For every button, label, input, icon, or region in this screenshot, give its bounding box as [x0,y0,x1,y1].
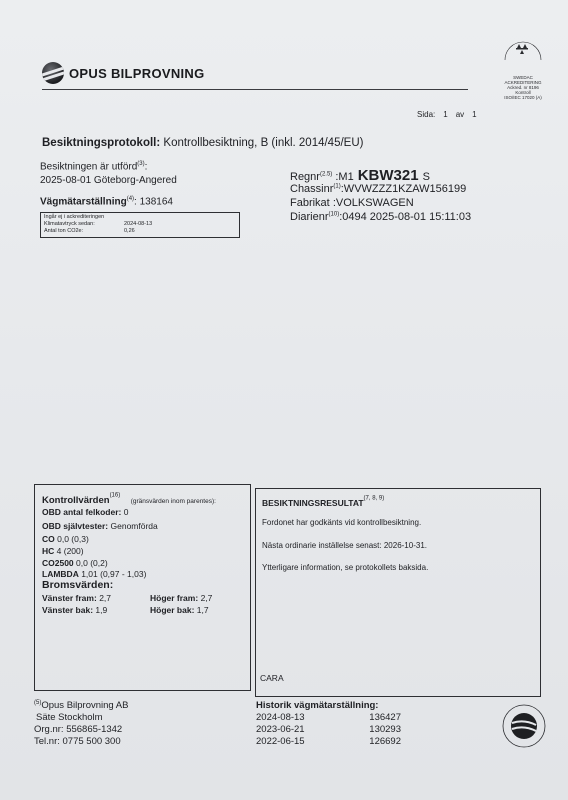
odometer-reading: Vägmätarställning$^{(4)}$: 138164 [40,196,173,208]
brand-name: OPUS BILPROVNING [69,65,205,81]
emission-hc: HC 4 (200) [42,546,84,556]
swedac-accreditation-icon [497,30,549,100]
obd-fault-codes: OBD antal felkoder: 0 [42,507,129,517]
result-approved: Fordonet har godkänts vid kontrollbesiktning. [262,518,422,527]
emission-co2500: CO2500 0,0 (0,2) [42,558,108,568]
vehicle-chassis: Chassinr$^{(1)}$:WVWZZZ1KZAW156199 [290,183,467,195]
control-values-title: Kontrollvärden$^{(16)}$ (gränsvärden inom parentes): [42,492,216,506]
inspection-result-box [255,488,541,697]
brake-rear: Vänster bak: 1,9 Höger bak: 1,7 [42,605,209,615]
registration-number: KBW321 [357,167,419,184]
result-next-inspection: Nästa ordinarie inställelse senast: 2026-10-31. [262,541,427,550]
opus-logo-icon [42,62,64,84]
brake-front: Vänster fram: 2,7 Höger fram: 2,7 [42,593,213,603]
climate-seal-icon [501,703,547,749]
accreditation-text: SWEDAC ACKREDITERING Ackred. nr 8196 Kontroll ISO/IEC 17020 (A) [504,75,542,100]
header-divider [42,89,468,90]
vehicle-make: Fabrikat :VOLKSWAGEN [290,197,414,209]
climate-footprint-box: Ingår ej i ackrediteringen Klimatavtryck sedan: 2024-08-13 Antal ton CO2e: 0,26 [40,212,240,238]
result-title: BESIKTNINGSRESULTAT$^{(7, 8, 9)}$ [262,495,385,508]
brand-logo [42,62,205,84]
history-row: 2023-06-21 130293 [256,724,401,735]
history-row: 2022-06-15 126692 [256,736,401,747]
vehicle-diary: Diarienr$^{(10)}$:0494 2025-08-01 15:11:03 [290,211,472,223]
document-title: Besiktningsprotokoll: Kontrollbesiktning, B (inkl. 2014/45/EU) [42,137,364,149]
emission-co: CO 0,0 (0,3) [42,534,89,544]
inspection-performed-label: Besiktningen är utförd$^{(3)}$: [40,161,148,173]
odometer-history-title: Historik vägmätarställning: [256,700,379,711]
vehicle-regnr: Regnr$^{(2.5)}$ :M1 KBW321 S [290,167,430,184]
result-more-info: Ytterligare information, se protokollets baksida. [262,563,429,572]
emission-lambda: LAMBDA 1,01 (0,97 - 1,03) [42,569,147,579]
inspector-signature: CARA [260,673,284,683]
obd-self-tests: OBD självtester: Genomförda [42,521,158,531]
brake-values-title: Bromsvärden: [42,579,114,591]
history-row: 2024-08-13 136427 [256,712,401,723]
company-info: $^{(5)}$Opus Bilprovning AB Säte Stockholm Org.nr: 556865-1342 Tel.nr: 0775 500 300 [34,700,129,748]
control-values-box [34,484,251,691]
inspection-date-place: 2025-08-01 Göteborg-Angered [40,175,177,186]
page-number: Sida: 1 av 1 [417,110,477,119]
